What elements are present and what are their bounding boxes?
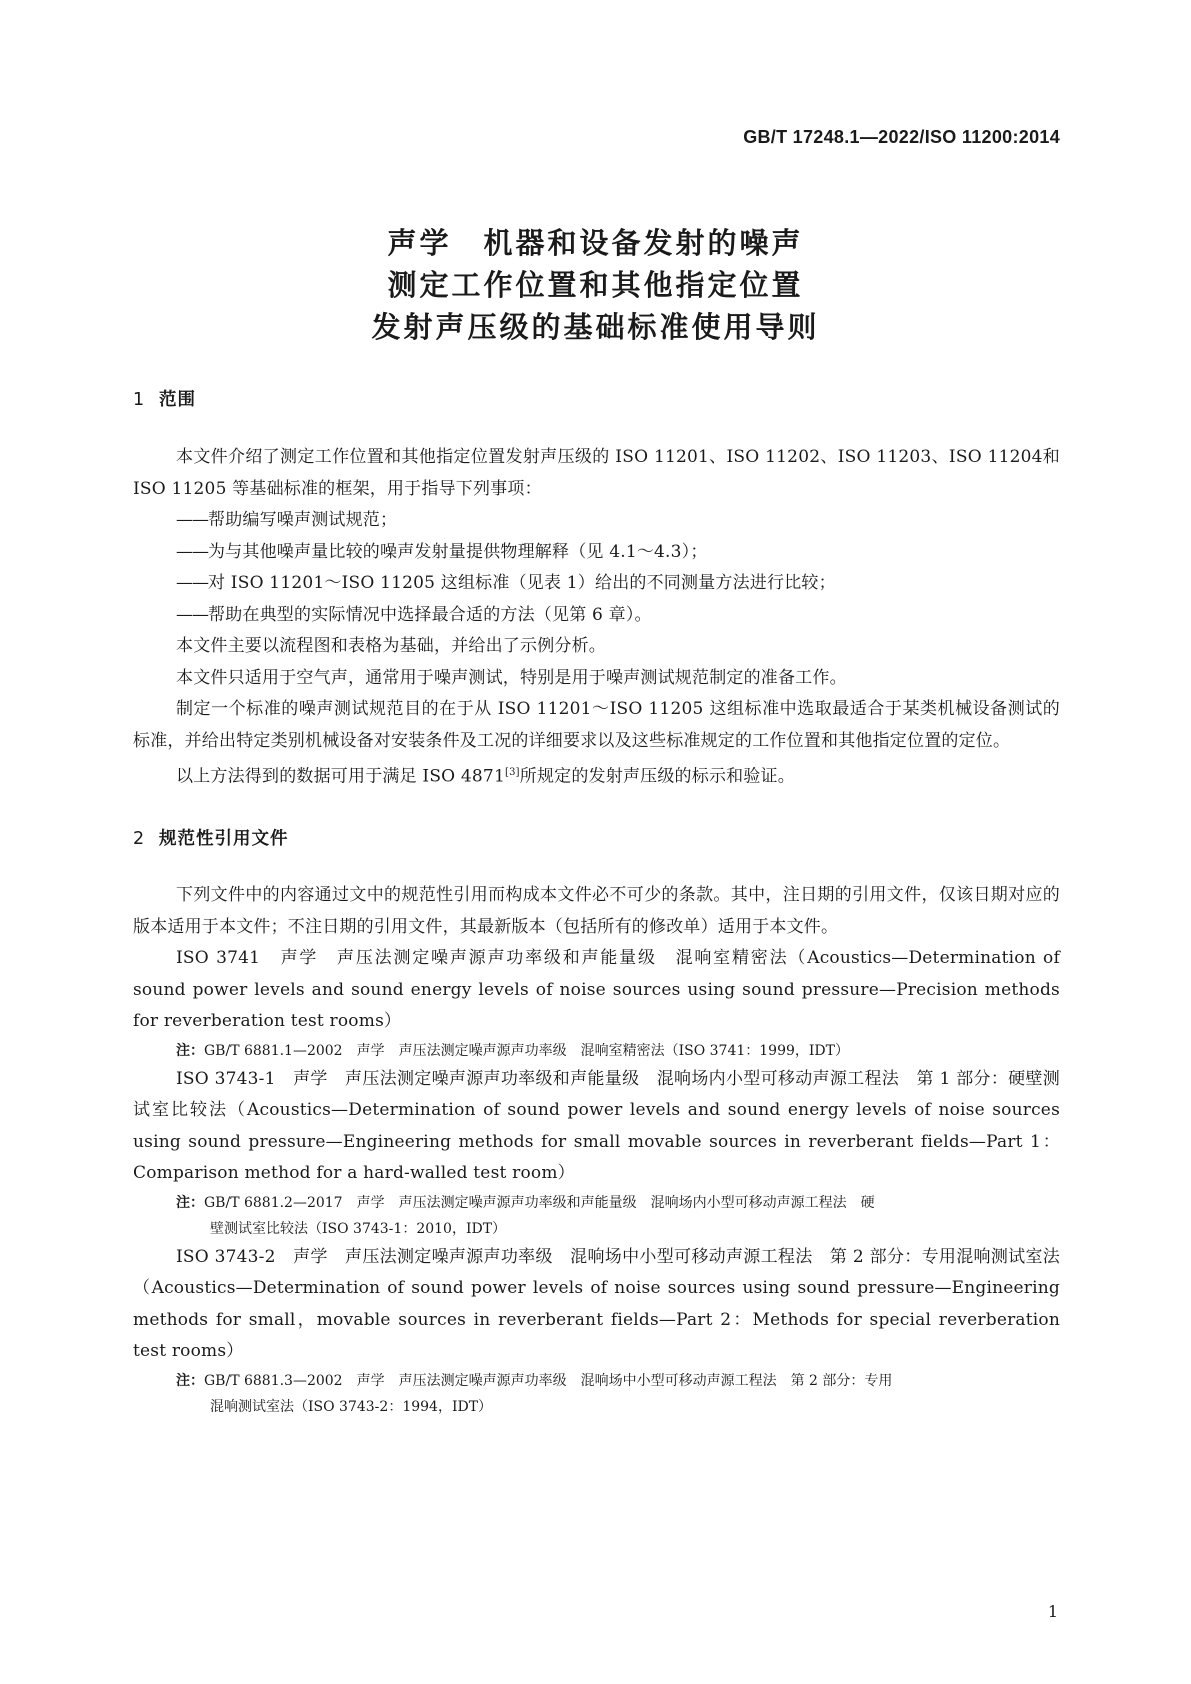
note-label: 注： [176,1194,204,1211]
section-2-heading [133,825,289,850]
para-5-text: 以上方法得到的数据可用于满足 ISO 4871 [176,766,505,787]
title-line-1: 声学 机器和设备发射的噪声 [387,226,804,260]
note-text: GB/T 6881.2—2017 声学 声压法测定噪声源声功率级和声能量级 混响场内小型可移动声源工程法 硬 [204,1194,875,1211]
section-2-body [133,880,1060,1420]
list-item-text: 对 ISO 11201～ISO 11205 这组标准（见表 1）给出的不同测量方法进行比较； [208,573,836,593]
list-item-text: 帮助编写噪声测试规范； [208,510,398,530]
reference-note [133,1190,1060,1216]
list-item-text: 帮助在典型的实际情况中选择最合适的方法（见第 6 章）。 [208,604,652,625]
section-1-heading [133,386,196,411]
document-title [0,222,1191,348]
page-number: 1 [1047,1602,1058,1621]
title-line-3: 发射声压级的基础标准使用导则 [371,310,820,344]
section-1-para-4: 制定一个标准的噪声测试规范目的在于从 ISO 11201～ISO 11205 这组标准中选取最适合于某类机械设备测试的标准，并给出特定类别机械设备对安装条件及工况的详细要求以及这些标准规定的工作位置和其他指定位置的定位。 [133,699,1060,751]
para-5-text-end: 所规定的发射声压级的标示和验证。 [519,766,795,787]
section-2-number: 2 [133,829,146,849]
section-1-title: 范围 [159,390,196,410]
section-1-para-5 [133,757,1060,793]
section-1-para-3: 本文件只适用于空气声，通常用于噪声测试，特别是用于噪声测试规范制定的准备工作。 [176,667,847,688]
dash-marker: —— [176,510,208,530]
dash-marker: —— [176,573,208,593]
list-item [133,505,1060,537]
reference-note [133,1038,1060,1064]
section-1-body [133,442,1060,793]
list-item [133,537,1060,569]
note-label: 注： [176,1372,204,1389]
section-1-intro: 本文件介绍了测定工作位置和其他指定位置发射声压级的 ISO 11201、ISO 11202、ISO 11203、ISO 11204和 ISO 11205 等基础标准的框架，用于指导下列事项： [133,447,1060,499]
title-line-2: 测定工作位置和其他指定位置 [387,268,804,302]
note-label: 注： [176,1042,204,1059]
citation-ref: [3] [504,767,520,778]
section-1-para-2: 本文件主要以流程图和表格为基础，并给出了示例分析。 [176,636,606,656]
note-text: GB/T 6881.3—2002 声学 声压法测定噪声源声功率级 混响场中小型可移动声源工程法 第 2 部分：专用 [204,1372,893,1389]
reference-entry: ISO 3741 声学 声压法测定噪声源声功率级和声能量级 混响室精密法（Acoustics—Determination of sound power levels and sound energy levels of noise sources using sound pressure—Precision methods for reverberation test rooms） [133,948,1060,1031]
note-continuation: 混响测试室法（ISO 3743-2：1994，IDT） [210,1398,493,1415]
section-2-intro: 下列文件中的内容通过文中的规范性引用而构成本文件必不可少的条款。其中，注日期的引用文件，仅该日期对应的版本适用于本文件；不注日期的引用文件，其最新版本（包括所有的修改单）适用于本文件。 [133,885,1060,937]
note-text: GB/T 6881.1—2002 声学 声压法测定噪声源声功率级 混响室精密法（ISO 3741：1999，IDT） [204,1042,849,1059]
list-item-text: 为与其他噪声量比较的噪声发射量提供物理解释（见 4.1～4.3）； [208,541,708,562]
section-1-number: 1 [133,390,146,410]
standard-code: GB/T 17248.1—2022/ISO 11200:2014 [743,127,1060,147]
section-2-title: 规范性引用文件 [159,829,289,849]
list-item [133,568,1060,600]
note-continuation: 壁测试室比较法（ISO 3743-1：2010，IDT） [210,1220,507,1237]
dash-marker: —— [176,604,208,625]
reference-note [133,1368,1060,1394]
dash-marker: —— [176,541,208,562]
reference-entry: ISO 3743-1 声学 声压法测定噪声源声功率级和声能量级 混响场内小型可移动声源工程法 第 1 部分：硬壁测试室比较法（Acoustics—Determination of sound power levels and sound energy levels of noise sources using sound pressure—Engineering methods for small movable sources in reverberant fields—Part 1：Comparison method for a hard-walled test room） [133,1068,1060,1183]
list-item [133,600,1060,632]
reference-entry: ISO 3743-2 声学 声压法测定噪声源声功率级 混响场中小型可移动声源工程法 第 2 部分：专用混响测试室法（Acoustics—Determination of sound power levels of noise sources using sound pressure—Engineering methods for small，movable sources in reverberant fields—Part 2：Methods for special reverberation test rooms） [133,1246,1060,1361]
